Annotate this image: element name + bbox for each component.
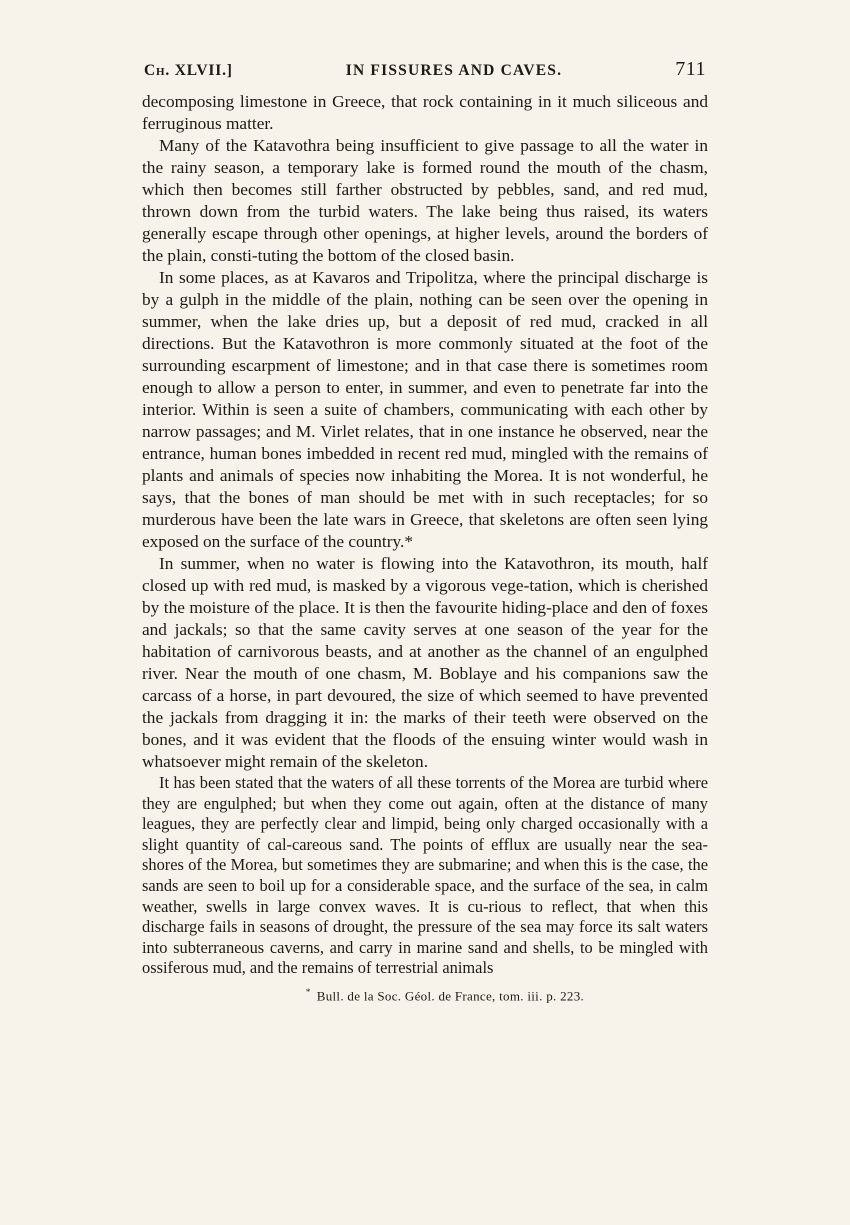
chapter-label: Ch. XLVII.] xyxy=(144,62,233,79)
footnote xyxy=(142,987,708,1004)
section-title: IN FISSURES AND CAVES. xyxy=(345,62,563,79)
paragraph-summer-vegetation: In summer, when no water is flowing into the Katavothron, its mouth, half closed up with red mud, is masked by a vigorous vege-tation, which is cherished by the moisture of the place. It is then the favourite hiding-place and den of foxes and jackals; so that the same cavity serves at one season of the year for the habitation of carnivorous beasts, and at another as the channel of an engulphed river. Near the mouth of one chasm, M. Boblaye and his companions saw the carcass of a horse, in part devoured, the size of which seemed to have prevented the jackals from dragging it in: the marks of their teeth were observed on the bones, and it was evident that the floods of the ensuing winter would wash in whatsoever might remain of the skeleton. xyxy=(142,554,708,771)
footnote-text: Bull. de la Soc. Géol. de France, tom. iii. p. 223. xyxy=(316,988,585,1004)
running-head xyxy=(142,58,708,81)
paragraph-continuation: decomposing limestone in Greece, that rock containing in it much siliceous and ferruginous matter. xyxy=(142,92,708,133)
footnote-marker: * xyxy=(305,986,311,997)
paragraph-katavothra-lake: Many of the Katavothra being insufficient to give passage to all the water in the rainy season, a temporary lake is formed round the mouth of the chasm, which then becomes still farther obstructed by pebbles, sand, and red mud, thrown down from the turbid waters. The lake being thus raised, its waters generally escape through other openings, at higher levels, around the borders of the plain, consti-tuting the bottom of the closed basin. xyxy=(142,136,708,265)
page-number: 711 xyxy=(675,58,706,80)
body-text xyxy=(142,91,708,979)
paragraph-kavaros-tripolitza: In some places, as at Kavaros and Tripolitza, where the principal discharge is by a gulph in the middle of the plain, nothing can be seen over the opening in summer, when the lake dries up, but a deposit of red mud, cracked in all directions. But the Katavothron is more commonly situated at the foot of the surrounding escarpment of limestone; and in that case there is sometimes room enough to allow a person to enter, in summer, and even to penetrate far into the interior. Within is seen a suite of chambers, communicating with each other by narrow passages; and M. Virlet relates, that in one instance he observed, near the entrance, human bones imbedded in recent red mud, mingled with the remains of plants and animals of species now inhabiting the Morea. It is not wonderful, he says, that the bones of man should be met with in such receptacles; for so murderous have been the late wars in Greece, that skeletons are often seen lying exposed on the surface of the country.* xyxy=(142,268,708,551)
paragraph-efflux-waters: It has been stated that the waters of all these torrents of the Morea are turbid where they are engulphed; but when they come out again, often at the distance of many leagues, they are perfectly clear and limpid, being only charged occasionally with a slight quantity of cal-careous sand. The points of efflux are usually near the sea-shores of the Morea, but sometimes they are submarine; and when this is the case, the sands are seen to boil up for a considerable space, and the surface of the sea, in calm weather, swells in large convex waves. It is cu-rious to reflect, that when this discharge fails in seasons of drought, the pressure of the sea may force its salt waters into subterraneous caverns, and carry in marine sand and shells, to be mingled with ossiferous mud, and the remains of terrestrial animals xyxy=(142,773,708,978)
